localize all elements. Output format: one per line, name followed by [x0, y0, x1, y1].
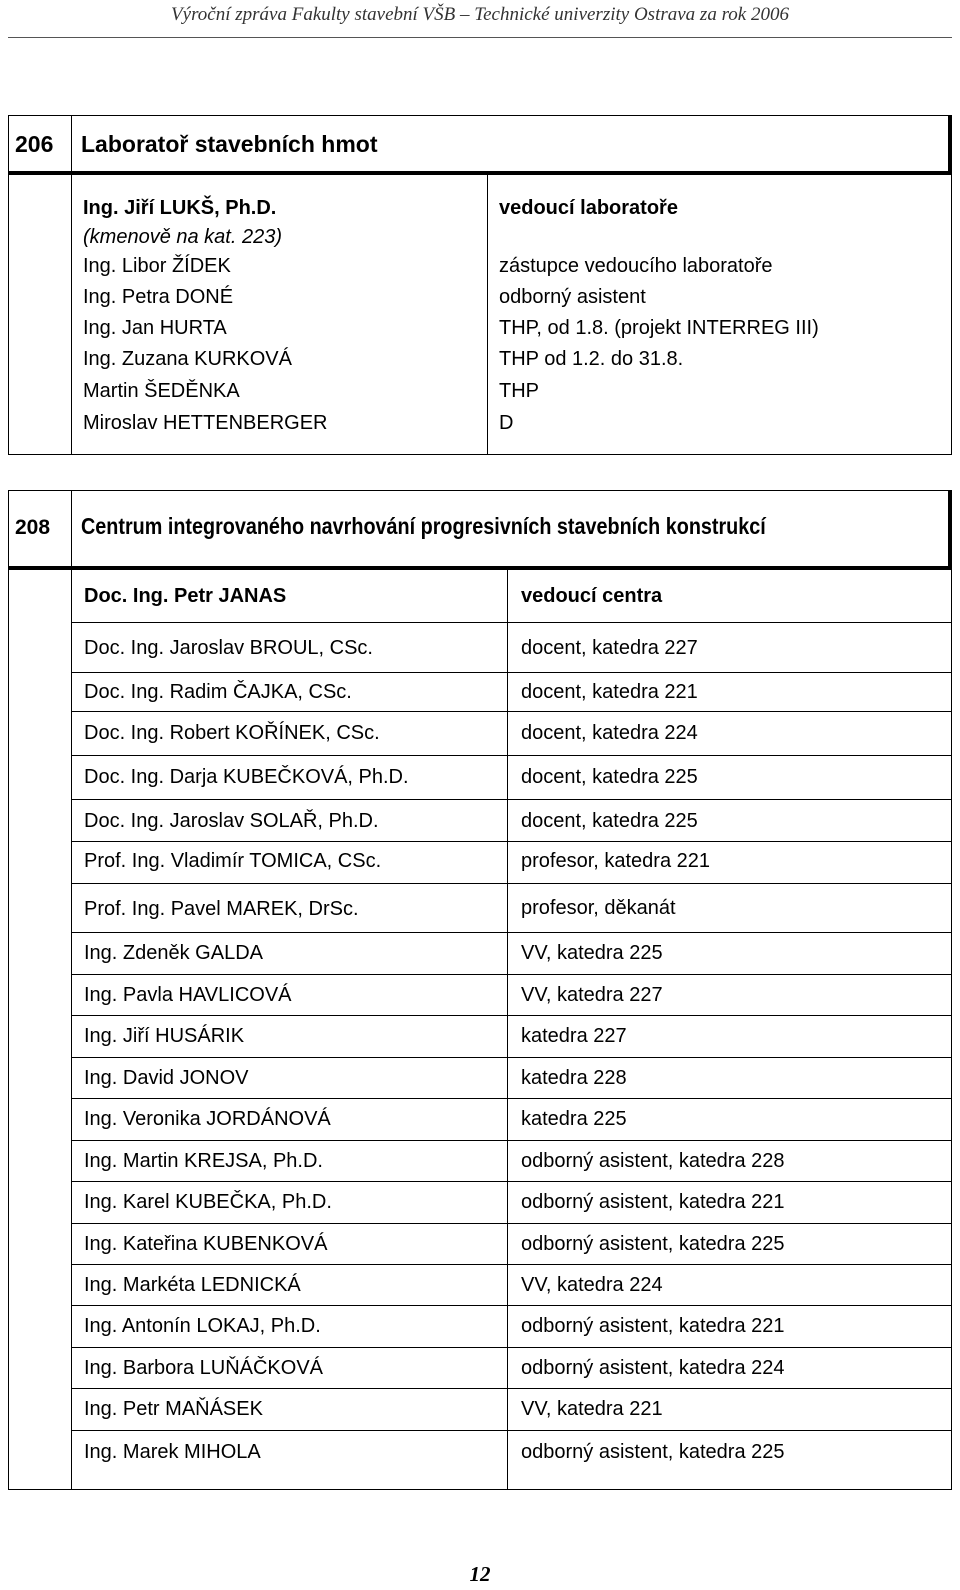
staff-name: Ing. Antonín LOKAJ, Ph.D.	[84, 1315, 321, 1337]
section-206-header	[8, 115, 952, 175]
staff-note: (kmenově na kat. 223)	[83, 226, 282, 248]
staff-name: Ing. Zdeněk GALDA	[84, 942, 263, 964]
section-208-header-divider	[71, 491, 72, 567]
column-divider	[487, 175, 488, 454]
table-row	[71, 712, 952, 756]
staff-name: Ing. Libor ŽÍDEK	[83, 255, 231, 277]
section-206-title: Laboratoř stavebních hmot	[81, 131, 378, 157]
staff-role: docent, katedra 227	[521, 637, 698, 659]
staff-name: Ing. Martin KREJSA, Ph.D.	[84, 1150, 323, 1172]
staff-name: Ing. Zuzana KURKOVÁ	[83, 348, 292, 370]
staff-role: vedoucí laboratoře	[499, 197, 678, 219]
table-row	[71, 1182, 952, 1224]
table-row	[71, 1389, 952, 1431]
staff-role: docent, katedra 225	[521, 810, 698, 832]
staff-name: Ing. Petra DONÉ	[83, 286, 234, 308]
table-row	[71, 1265, 952, 1306]
section-208-number: 208	[15, 516, 51, 539]
table-row	[71, 1431, 952, 1489]
section-208-header	[8, 490, 952, 570]
table-row	[71, 884, 952, 933]
table-row	[71, 800, 952, 842]
section-206-table	[8, 175, 952, 455]
staff-role: docent, katedra 221	[521, 681, 698, 703]
staff-name: Ing. Markéta LEDNICKÁ	[84, 1274, 301, 1296]
staff-role: katedra 225	[521, 1108, 627, 1130]
section-206-header-divider	[71, 116, 72, 172]
table-row	[71, 842, 952, 884]
page-number: 12	[469, 1562, 491, 1586]
staff-name: Ing. Kateřina KUBENKOVÁ	[84, 1233, 328, 1255]
staff-name: Ing. Karel KUBEČKA, Ph.D.	[84, 1191, 332, 1213]
staff-name: Miroslav HETTENBERGER	[83, 412, 328, 434]
staff-name: Ing. Pavla HAVLICOVÁ	[84, 984, 292, 1006]
table-row	[71, 673, 952, 712]
staff-name: Ing. Jiří HUSÁRIK	[84, 1025, 245, 1047]
header-divider	[8, 37, 952, 38]
staff-role: THP, od 1.8. (projekt INTERREG III)	[499, 317, 819, 339]
staff-role: VV, katedra 221	[521, 1398, 663, 1420]
staff-name: Prof. Ing. Pavel MAREK, DrSc.	[84, 898, 359, 920]
staff-name: Doc. Ing. Radim ČAJKA, CSc.	[84, 681, 352, 703]
staff-role: odborný asistent, katedra 224	[521, 1357, 785, 1379]
staff-name: Doc. Ing. Jaroslav SOLAŘ, Ph.D.	[84, 810, 379, 832]
table-row	[71, 570, 952, 623]
staff-name: Martin ŠEDĚNKA	[83, 380, 240, 402]
staff-name: Ing. David JONOV	[84, 1067, 249, 1089]
staff-name: Ing. Jan HURTA	[83, 317, 227, 339]
table-row	[71, 1141, 952, 1182]
staff-role: VV, katedra 224	[521, 1274, 663, 1296]
table-row	[71, 1058, 952, 1099]
staff-name: Ing. Marek MIHOLA	[84, 1441, 261, 1463]
table-row	[71, 1016, 952, 1058]
table-row	[71, 1348, 952, 1389]
staff-role: VV, katedra 227	[521, 984, 663, 1006]
table-row	[71, 1306, 952, 1348]
staff-role: katedra 228	[521, 1067, 627, 1089]
staff-name: Doc. Ing. Robert KOŘÍNEK, CSc.	[84, 722, 380, 744]
staff-name: Doc. Ing. Jaroslav BROUL, CSc.	[84, 637, 373, 659]
staff-role: odborný asistent, katedra 225	[521, 1233, 785, 1255]
staff-role: VV, katedra 225	[521, 942, 663, 964]
table-row	[71, 975, 952, 1016]
staff-name: Prof. Ing. Vladimír TOMICA, CSc.	[84, 850, 382, 872]
staff-role: odborný asistent	[499, 286, 646, 308]
section-208-title: Centrum integrovaného navrhování progresivních stavebních konstrukcí	[81, 513, 766, 539]
staff-name: Doc. Ing. Darja KUBEČKOVÁ, Ph.D.	[84, 766, 409, 788]
staff-role: zástupce vedoucího laboratoře	[499, 255, 773, 277]
staff-role: odborný asistent, katedra 228	[521, 1150, 785, 1172]
staff-role: profesor, katedra 221	[521, 850, 711, 872]
staff-role: odborný asistent, katedra 221	[521, 1315, 785, 1337]
staff-role: profesor, děkanát	[521, 897, 676, 919]
staff-role: THP od 1.2. do 31.8.	[499, 348, 684, 370]
staff-role: odborný asistent, katedra 221	[521, 1191, 785, 1213]
section-208-table	[8, 570, 952, 1490]
staff-role: THP	[499, 380, 539, 402]
staff-name: Ing. Veronika JORDÁNOVÁ	[84, 1108, 331, 1130]
running-header: Výroční zpráva Fakulty stavební VŠB – Technické univerzity Ostrava za rok 2006	[171, 4, 789, 25]
staff-role: D	[499, 412, 514, 434]
table-row	[71, 1099, 952, 1141]
table-row	[71, 933, 952, 975]
staff-role: odborný asistent, katedra 225	[521, 1441, 785, 1463]
staff-name: Ing. Jiří LUKŠ, Ph.D.	[83, 197, 277, 219]
staff-role: vedoucí centra	[521, 585, 663, 607]
staff-role: docent, katedra 224	[521, 722, 698, 744]
column-divider	[71, 175, 72, 454]
staff-name: Doc. Ing. Petr JANAS	[84, 585, 287, 607]
table-row	[71, 756, 952, 800]
staff-role: docent, katedra 225	[521, 766, 698, 788]
staff-role: katedra 227	[521, 1025, 627, 1047]
table-row	[71, 1224, 952, 1265]
staff-name: Ing. Petr MAŇÁSEK	[84, 1398, 263, 1420]
table-row	[71, 623, 952, 673]
section-206-number: 206	[15, 131, 54, 157]
staff-name: Ing. Barbora LUŇÁČKOVÁ	[84, 1357, 323, 1379]
